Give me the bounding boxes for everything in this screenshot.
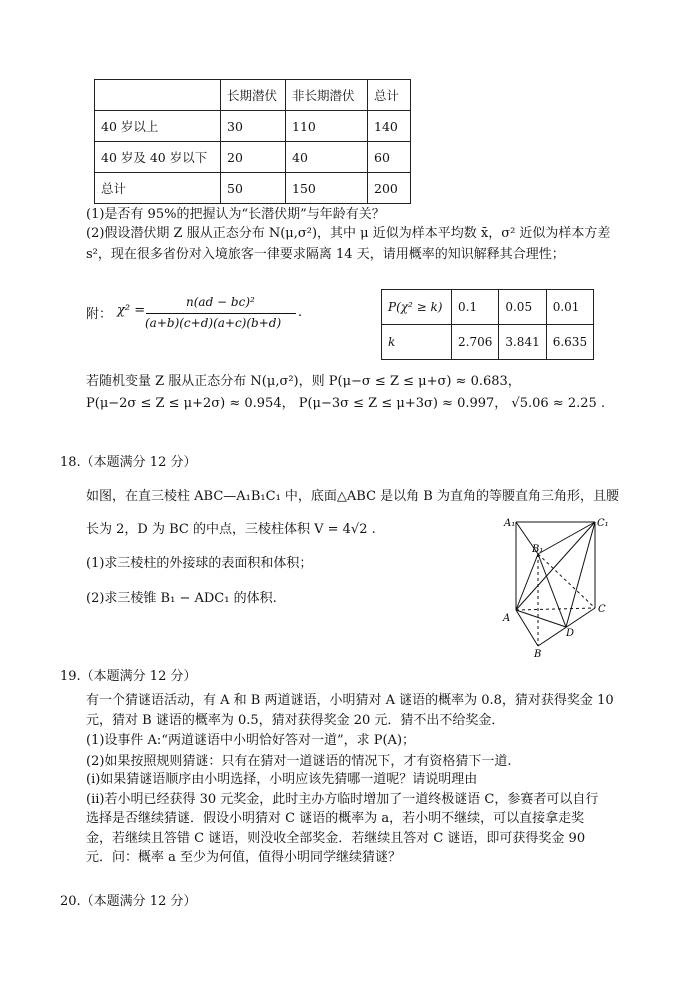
q19-line: 选择是否继续猜谜．假设小明猜对 C 谜语的概率为 a，若小明不继续，可以直接拿走奖 — [86, 811, 585, 826]
table-cell: 110 — [286, 111, 368, 142]
q19-line: 元．问：概率 a 至少为何值，值得小明同学继续猜谜？ — [86, 850, 402, 865]
table-cell: P(χ² ≥ k) — [382, 290, 452, 325]
table-cell — [95, 80, 221, 111]
q19-line: (1)设事件 A:“两道谜语中小明恰好答对一道”，求 P(A)； — [86, 733, 416, 748]
table-cell: 长期潜伏 — [221, 80, 286, 111]
q18-intro-line1: 如图，在直三棱柱 ABC—A₁B₁C₁ 中，底面△ABC 是以角 B 为直角的等腰直角三角形，且腰 — [86, 489, 619, 504]
vertex-label-A: A — [503, 613, 511, 624]
vertex-label-B1: B₁ — [532, 544, 544, 555]
table-cell: 总计 — [368, 80, 411, 111]
chi-denominator: (a+b)(c+d)(a+c)(b+d) — [145, 316, 282, 330]
table-cell: 0.1 — [452, 290, 499, 325]
q19-heading: 19.（本题满分 12 分） — [60, 669, 197, 684]
contingency-table — [94, 79, 411, 204]
table-cell: 30 — [221, 111, 286, 142]
prism-figure — [498, 510, 613, 660]
table-cell: 40 岁以上 — [95, 111, 221, 142]
table-row — [382, 290, 594, 325]
vertex-label-A1: A₁ — [504, 518, 516, 529]
q18-heading: 18.（本题满分 12 分） — [60, 455, 197, 470]
table-cell: 总计 — [95, 173, 221, 204]
q17-part2-line1: (2)假设潜伏期 Z 服从正态分布 N(μ,σ²)，其中 μ 近似为样本平均数 x̄，σ² 近似为样本方差 — [86, 226, 611, 241]
q19-line: 金，若继续且答错 C 谜语，则没收全部奖金．若继续且答对 C 谜语，即可获得奖金 90 — [86, 831, 586, 846]
q19-line: (ⅱ)若小明已经获得 30 元奖金，此时主办方临时增加了一道终极谜语 C，参赛者可以自行 — [86, 792, 599, 807]
table-cell: 140 — [368, 111, 411, 142]
vertex-label-C: C — [598, 604, 606, 615]
table-cell: 非长期潜伏 — [286, 80, 368, 111]
table-cell: 6.635 — [546, 325, 593, 360]
q19-line: 有一个猜谜语活动，有 A 和 B 两道谜语，小明猜对 A 谜语的概率为 0.8，猜对获得奖金 10 — [86, 693, 614, 708]
table-cell: 150 — [286, 173, 368, 204]
q19-line: 元，猜对 B 谜语的概率为 0.5，猜对获得奖金 20 元．猜不出不给奖金． — [86, 713, 505, 728]
appendix-label: 附： — [86, 307, 113, 322]
formula-period: . — [298, 305, 303, 320]
normal-dist-note-2: P(μ−2σ ≤ Z ≤ μ+2σ) ≈ 0.954， P(μ−3σ ≤ Z ≤ μ+3σ) ≈ 0.997， √5.06 ≈ 2.25 . — [86, 396, 606, 411]
table-cell: 3.841 — [499, 325, 546, 360]
q20-heading: 20.（本题满分 12 分） — [60, 894, 197, 909]
q18-intro-line2: 长为 2，D 为 BC 的中点，三棱柱体积 V = 4√2 . — [86, 522, 376, 537]
table-cell: 40 — [286, 142, 368, 173]
critical-value-table — [381, 289, 594, 360]
table-cell: 40 岁及 40 岁以下 — [95, 142, 221, 173]
chi-square-lhs: χ² = — [117, 303, 146, 318]
q18-part2: (2)求三棱锥 B₁ − ADC₁ 的体积. — [86, 591, 277, 606]
q19-line: (2)如果按照规则猜谜：只有在猜对一道谜语的情况下，才有资格猜下一道. — [86, 754, 512, 769]
table-row — [95, 142, 411, 173]
fraction-bar — [146, 313, 296, 314]
table-cell: 0.05 — [499, 290, 546, 325]
table-cell: 2.706 — [452, 325, 499, 360]
table-row — [95, 80, 411, 111]
table-row — [95, 111, 411, 142]
q18-part1: (1)求三棱柱的外接球的表面积和体积； — [86, 556, 313, 571]
vertex-label-C1: C₁ — [597, 518, 609, 529]
vertex-label-B: B — [534, 649, 542, 660]
chi-numerator: n(ad − bc)² — [186, 295, 255, 309]
q17-part2-line2: s²，现在很多省份对入境旅客一律要求隔离 14 天，请用概率的知识解释其合理性； — [86, 247, 565, 262]
table-cell: 20 — [221, 142, 286, 173]
vertex-label-D: D — [566, 628, 575, 639]
table-cell: 60 — [368, 142, 411, 173]
table-cell: 200 — [368, 173, 411, 204]
q19-line: (ⅰ)如果猜谜语顺序由小明选择，小明应该先猜哪一道呢？请说明理由 — [86, 772, 478, 787]
q17-part1: (1)是否有 95%的把握认为“长潜伏期”与年龄有关？ — [86, 207, 385, 222]
table-row — [95, 173, 411, 204]
normal-dist-note-1: 若随机变量 Z 服从正态分布 N(μ,σ²)，则 P(μ−σ ≤ Z ≤ μ+σ) ≈ 0.683， — [86, 374, 521, 389]
table-cell: 50 — [221, 173, 286, 204]
table-cell: k — [382, 325, 452, 360]
table-row — [382, 325, 594, 360]
table-cell: 0.01 — [546, 290, 593, 325]
